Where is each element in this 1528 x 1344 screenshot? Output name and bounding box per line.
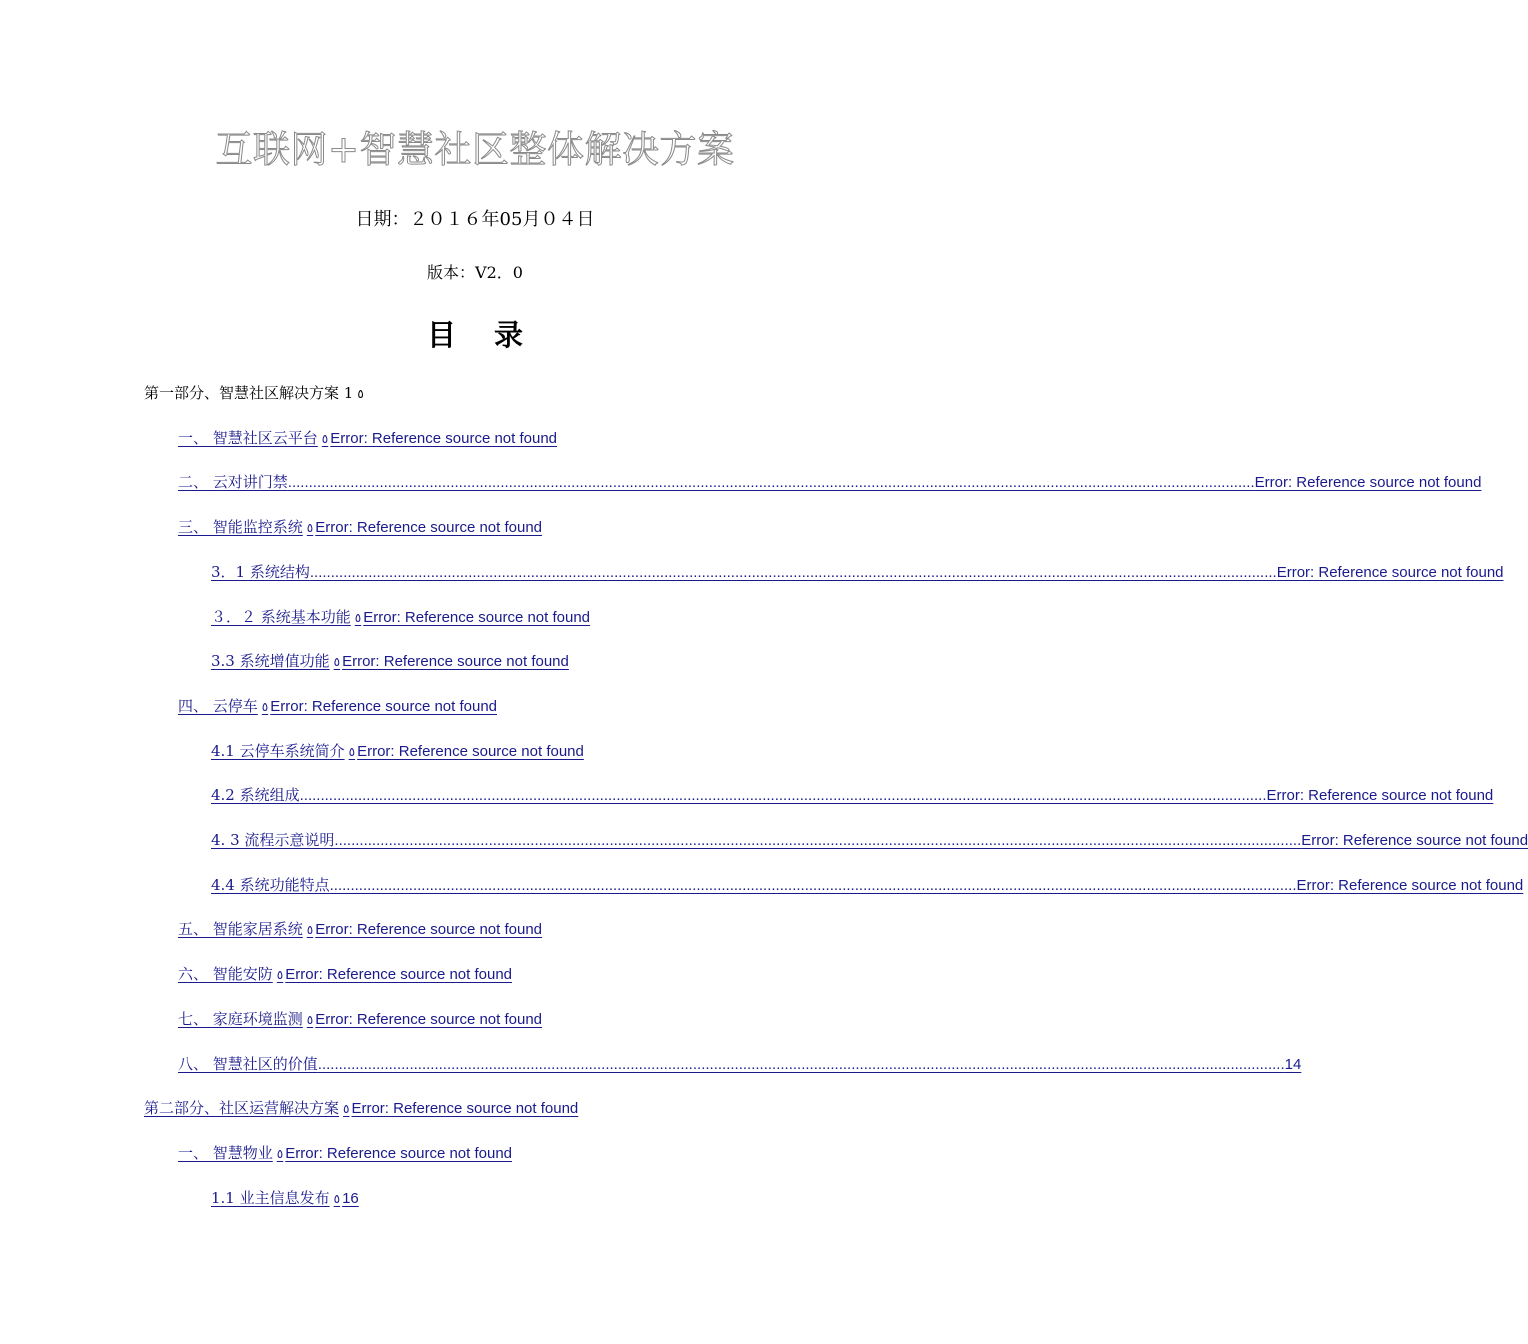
tab-mark-icon: ٥ <box>306 1013 314 1027</box>
tab-mark-icon: ٥ <box>348 745 356 759</box>
toc-entry-page: Error: Reference source not found <box>1276 564 1504 581</box>
toc-entry <box>144 1096 806 1120</box>
toc-entry-text: 4.1 云停车系统简介 <box>211 742 345 760</box>
toc-entry-text: 1.1 业主信息发布 <box>211 1189 330 1207</box>
toc-entry-link[interactable] <box>178 1007 542 1032</box>
toc-entry <box>178 470 1482 494</box>
toc-entry-page: Error: Reference source not found <box>285 1145 513 1162</box>
tab-mark-icon: ٥ <box>306 923 314 937</box>
tab-mark-icon: ٥ <box>276 968 284 982</box>
toc-leader-dots <box>330 874 1297 898</box>
toc-entry-page: Error: Reference source not found <box>1254 474 1482 491</box>
toc-entry-page: Error: Reference source not found <box>1301 832 1528 849</box>
toc-entry-link[interactable] <box>144 1096 578 1121</box>
toc-entry-page: Error: Reference source not found <box>1266 787 1494 804</box>
tab-mark-icon: ٥ <box>321 432 329 446</box>
toc-entry-link[interactable] <box>211 1186 359 1211</box>
toc-entry-link <box>144 381 366 406</box>
toc-entry-link[interactable] <box>178 962 512 987</box>
toc-entry <box>211 828 1528 852</box>
toc-entry-page: Error: Reference source not found <box>342 653 569 670</box>
toc-leader-dots <box>310 561 1277 585</box>
document-date: 日期：２０１６年05月０４日 <box>355 209 595 230</box>
toc-entry-text: 4.2 系统组成 <box>211 786 300 804</box>
toc-entry-page: Error: Reference source not found <box>315 519 543 536</box>
toc-entry-page: Error: Reference source not found <box>315 921 543 938</box>
toc-entry-text: 五、 智能家居系统 <box>178 920 303 938</box>
toc-entry-text: 一、 智慧物业 <box>178 1144 273 1162</box>
toc-entry-link[interactable] <box>178 1141 512 1166</box>
toc-entry-text: 六、 智能安防 <box>178 965 273 983</box>
toc-leader-dots <box>300 784 1267 808</box>
toc-entry-link[interactable] <box>178 515 542 540</box>
toc-entry-text: 4. 3 流程示意说明 <box>211 831 335 849</box>
toc-entry-link[interactable] <box>178 470 1481 495</box>
toc-entry <box>178 1007 806 1031</box>
toc-entry-link[interactable] <box>178 426 557 451</box>
toc-entry <box>178 962 806 986</box>
toc-entry <box>211 1186 806 1210</box>
toc-entry-page: Error: Reference source not found <box>357 743 584 760</box>
toc-entry-link[interactable] <box>211 649 569 674</box>
document-title: 互联网+智慧社区整体解决方案 <box>215 128 735 171</box>
toc-entry-link[interactable] <box>211 605 590 630</box>
tab-mark-icon: ٥ <box>261 700 269 714</box>
toc-entry-link[interactable] <box>178 1052 1301 1077</box>
toc-entry-text: 第一部分、智慧社区解决方案 1 <box>144 384 354 402</box>
toc-entry <box>178 917 806 941</box>
toc-entry-page: Error: Reference source not found <box>330 430 558 447</box>
toc-entry-page: Error: Reference source not found <box>1296 877 1524 894</box>
toc-entry <box>211 649 806 673</box>
toc-entry-link[interactable] <box>211 739 584 764</box>
toc-entry <box>178 426 806 450</box>
tab-mark-icon: ٥ <box>357 387 364 401</box>
toc-entry-link[interactable] <box>211 560 1504 585</box>
tab-mark-icon: ٥ <box>306 521 314 535</box>
toc-entry <box>178 1052 1302 1076</box>
toc-entry-link[interactable] <box>211 783 1493 808</box>
toc-entry-page: Error: Reference source not found <box>363 609 591 626</box>
toc-entry-text: 三、 智能监控系统 <box>178 518 303 536</box>
toc-entry-page: Error: Reference source not found <box>315 1011 543 1028</box>
tab-mark-icon: ٥ <box>333 1192 341 1206</box>
toc-entry-text: 七、 家庭环境监测 <box>178 1010 303 1028</box>
toc-entry-link[interactable] <box>178 917 542 942</box>
toc-entry-text: 3．1 系统结构 <box>211 563 310 581</box>
toc-leader-dots <box>334 829 1301 853</box>
toc-entry-link[interactable] <box>178 694 497 719</box>
toc-entry <box>178 1141 806 1165</box>
toc-entry-page: Error: Reference source not found <box>351 1100 579 1117</box>
toc-entry <box>211 605 806 629</box>
tab-mark-icon: ٥ <box>276 1147 284 1161</box>
toc-entry-text: 3.3 系统增值功能 <box>211 652 330 670</box>
toc-entry <box>211 783 1494 807</box>
toc-entry <box>211 739 806 763</box>
toc-leader-dots <box>318 1053 1285 1077</box>
tab-mark-icon: ٥ <box>354 611 362 625</box>
tab-mark-icon: ٥ <box>343 1102 350 1116</box>
toc-entry-link[interactable] <box>211 873 1523 898</box>
toc-entry-page: Error: Reference source not found <box>270 698 498 715</box>
toc-entry-page: 14 <box>1284 1056 1302 1073</box>
toc-entry-text: 一、 智慧社区云平台 <box>178 429 318 447</box>
toc-entry-text: 4.4 系统功能特点 <box>211 876 330 894</box>
toc-entry <box>144 381 806 405</box>
toc-entry-link[interactable] <box>211 828 1528 853</box>
tab-mark-icon: ٥ <box>333 655 341 669</box>
toc-entry <box>211 560 1504 584</box>
toc-entry <box>211 873 1524 897</box>
toc-entry-text: 四、 云停车 <box>178 697 258 715</box>
toc-entry-text: 八、 智慧社区的价值 <box>178 1055 318 1073</box>
toc-entry <box>178 515 806 539</box>
toc-entry-text: ３．２ 系统基本功能 <box>211 608 351 626</box>
toc-entry-text: 二、 云对讲门禁 <box>178 473 288 491</box>
toc-entry-page: 16 <box>342 1190 359 1207</box>
toc-entry-page: Error: Reference source not found <box>285 966 513 983</box>
toc-heading: 目 录 <box>426 318 538 352</box>
toc-entry-text: 第二部分、社区运营解决方案 <box>144 1099 340 1117</box>
toc-leader-dots <box>288 471 1255 495</box>
toc-entry <box>178 694 806 718</box>
document-version: 版本：V2．0 <box>427 263 523 282</box>
